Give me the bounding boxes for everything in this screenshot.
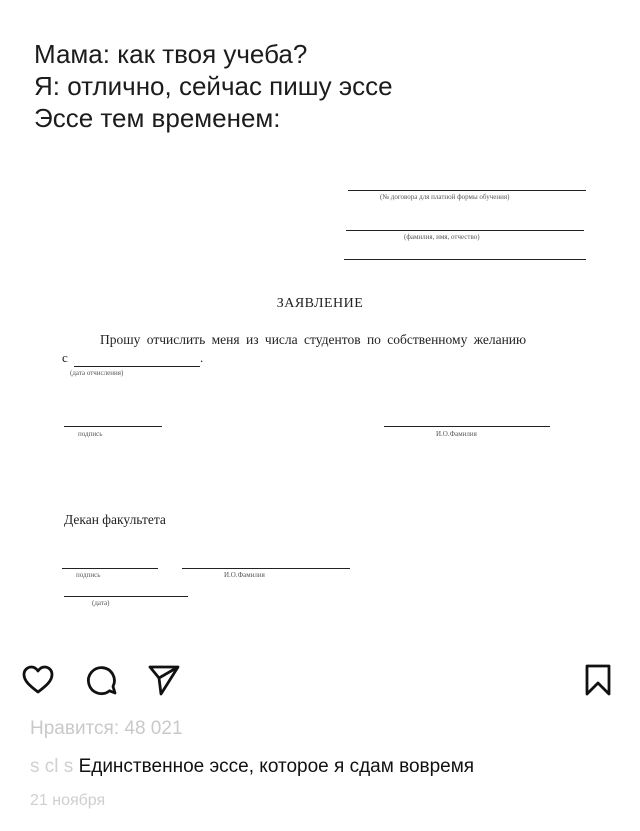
dean-date-line [64, 596, 188, 597]
post-caption-text: Единственное эссе, которое я сдам вовремя [78, 756, 475, 777]
post-date: 21 ноября [30, 792, 106, 809]
dean-title: Декан факультета [64, 512, 166, 527]
name-label: И.О.Фамилия [436, 430, 477, 438]
post-caption [30, 756, 474, 778]
signature-line [64, 426, 162, 427]
expulsion-date-line [74, 366, 200, 367]
dean-name-line [182, 568, 350, 569]
document-heading: ЗАЯВЛЕНИЕ [276, 296, 364, 311]
dean-signature-label: подпись [76, 571, 101, 579]
from-prefix: с [62, 350, 68, 365]
name-line [384, 426, 550, 427]
contract-number-label: (№ договора для платной формы обучения) [380, 193, 510, 201]
caption-line-3: Эссе тем временем: [34, 103, 281, 133]
request-text: Прошу отчислить меня из числа студентов по собственному желанию [100, 332, 527, 347]
post-username[interactable]: s cl s [30, 756, 74, 777]
bookmark-icon[interactable] [580, 662, 616, 698]
caption-line-1: Мама: как твоя учеба? [34, 39, 308, 69]
contract-number-line [348, 190, 586, 191]
send-icon[interactable] [146, 662, 182, 698]
signature-label: подпись [78, 430, 103, 438]
request-period: . [200, 350, 204, 365]
dean-name-label: И.О.Фамилия [224, 571, 265, 579]
post-actions [0, 662, 640, 702]
heart-icon[interactable] [20, 662, 56, 698]
likes-count[interactable]: Нравится: 48 021 [30, 718, 183, 739]
expulsion-date-label: (дата отчисления) [70, 369, 124, 377]
comment-icon[interactable] [84, 662, 120, 698]
dean-signature-line [62, 568, 158, 569]
fio-label: (фамилия, имя, отчество) [404, 233, 480, 241]
fio-line [346, 230, 584, 231]
extra-line [344, 259, 586, 260]
dean-date-label: (дата) [92, 599, 110, 607]
caption-line-2: Я: отлично, сейчас пишу эссе [34, 71, 393, 101]
